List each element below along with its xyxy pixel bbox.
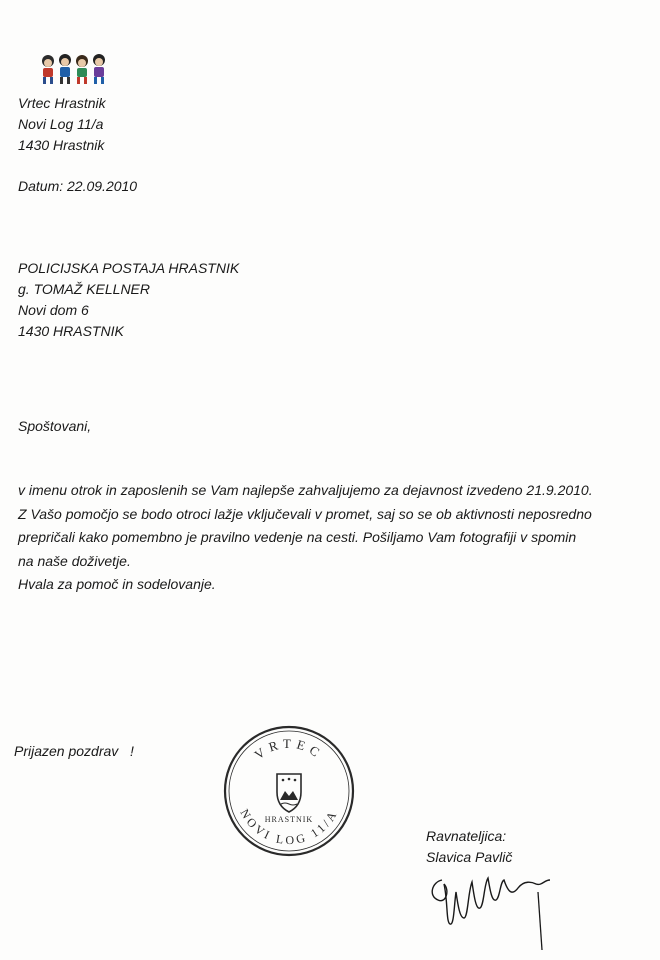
coat-of-arms-icon [277, 774, 301, 812]
seal-bottom-text: NOVI LOG 11/A [237, 806, 341, 848]
body-line: v imenu otrok in zaposlenih se Vam najlepše zahvaljujemo za dejavnost izvedeno 21.9.2010. [18, 482, 593, 498]
body-line: Hvala za pomoč in sodelovanje. [18, 576, 216, 592]
recipient-address [18, 258, 239, 342]
sender-city: 1430 Hrastnik [18, 137, 105, 153]
closing: Prijazen pozdrav ! [14, 743, 134, 759]
sender-address [18, 93, 106, 156]
child-figure-3 [76, 55, 88, 84]
official-seal [222, 724, 356, 858]
seal-middle-text: HRASTNIK [264, 815, 314, 824]
recipient-person: g. TOMAŽ KELLNER [18, 281, 151, 297]
kindergarten-logo [38, 52, 108, 86]
letter-date: Datum: 22.09.2010 [18, 178, 138, 194]
signatory-role: Ravnateljica: [426, 828, 507, 844]
sender-street: Novi Log 11/a [18, 116, 104, 132]
signatory-name: Slavica Pavlič [426, 849, 513, 865]
handwritten-signature [424, 862, 556, 954]
body-line: na naše doživetje. [18, 552, 131, 569]
recipient-org: POLICIJSKA POSTAJA HRASTNIK [18, 260, 240, 276]
recipient-street: Novi dom 6 [18, 302, 89, 318]
body-line: prepričali kako pomembno je pravilno vedenje na cesti. Pošiljamo Vam fotografiji v spomin [18, 529, 577, 545]
salutation: Spoštovani, [18, 418, 92, 434]
child-figure-4 [93, 54, 105, 84]
seal-top-text: VRTEC [251, 735, 327, 763]
recipient-city: 1430 HRASTNIK [18, 323, 124, 339]
sender-name: Vrtec Hrastnik [18, 95, 106, 111]
child-figure-2 [59, 54, 71, 84]
letter-body [18, 479, 648, 597]
child-figure-1 [42, 55, 54, 84]
body-line: Z Vašo pomočjo se bodo otroci lažje vključevali v promet, saj so se ob aktivnosti neposredno [18, 505, 592, 522]
